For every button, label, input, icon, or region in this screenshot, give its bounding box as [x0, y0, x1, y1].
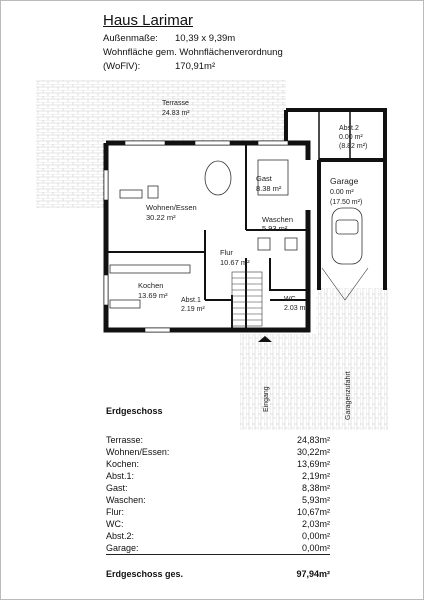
summary-row — [106, 518, 330, 530]
row-label: Gast: — [106, 483, 128, 493]
row-value: 30,22m² — [296, 447, 330, 457]
row-label: Abst.2: — [106, 531, 135, 541]
row-value: 2,03m² — [301, 519, 330, 529]
page-title: Haus Larimar — [103, 12, 194, 29]
row-value: 5,93m² — [301, 495, 330, 505]
wc-name: WC — [284, 296, 296, 303]
abst2-area: 0.00 m² — [339, 134, 363, 141]
kochen-name: Kochen — [138, 281, 164, 290]
summary-row — [106, 506, 330, 518]
row-label: Waschen: — [106, 495, 146, 505]
flur-name: Flur — [220, 248, 233, 257]
car-outline — [322, 208, 368, 300]
garage-area: 0.00 m² — [330, 189, 354, 196]
row-value: 0,00m² — [301, 531, 330, 541]
row-label: Flur: — [106, 507, 124, 517]
wc-area: 2.03 m² — [284, 305, 308, 312]
gast-name: Gast — [256, 174, 272, 183]
dimensions-label: Außenmaße: — [103, 33, 158, 44]
gast-area: 8.38 m² — [256, 184, 282, 193]
row-label: WC: — [106, 519, 124, 529]
row-value: 8,38m² — [301, 483, 330, 493]
summary-row — [106, 482, 330, 494]
waschen-area: 5.93 m² — [262, 224, 288, 233]
eingang-label: Eingang — [263, 386, 270, 412]
row-label: Kochen: — [106, 459, 140, 469]
dimensions-value: 10,39 x 9,39m — [175, 33, 236, 44]
area-summary — [106, 406, 330, 581]
row-value: 2,19m² — [301, 471, 330, 481]
row-label: Terrasse: — [106, 435, 144, 445]
row-value: 0,00m² — [301, 543, 330, 553]
living-area-label: Wohnfläche gem. Wohnflächenverordnung — [103, 47, 283, 58]
row-label: Garage: — [106, 543, 139, 553]
row-label: Wohnen/Essen: — [106, 447, 170, 457]
abst2-name: Abst.2 — [339, 125, 359, 132]
abst1-area: 2.19 m² — [181, 306, 205, 313]
summary-row — [106, 542, 330, 555]
garage-area-alt: (17.50 m²) — [330, 199, 363, 206]
wohnen-area: 30.22 m² — [146, 213, 176, 222]
row-value: 24,83m² — [296, 435, 330, 445]
garagenzufahrt-label: Garagenzufahrt — [345, 371, 352, 420]
total-value: 97,94m² — [296, 569, 330, 579]
wohnen-name: Wohnen/Essen — [146, 203, 197, 212]
row-label: Abst.1: — [106, 471, 135, 481]
abst2-area-alt: (8.82 m²) — [339, 143, 368, 150]
summary-row — [106, 530, 330, 542]
summary-row — [106, 458, 330, 470]
summary-row — [106, 434, 330, 446]
summary-total — [106, 569, 330, 581]
summary-heading: Erdgeschoss — [106, 406, 163, 416]
row-value: 13,69m² — [296, 459, 330, 469]
flur-area: 10.67 m² — [220, 258, 250, 267]
kochen-area: 13.69 m² — [138, 291, 168, 300]
garage-name: Garage — [330, 176, 359, 186]
terrace-area: 24.83 m² — [162, 110, 190, 117]
waschen-name: Waschen — [262, 215, 293, 224]
summary-row — [106, 494, 330, 506]
summary-row — [106, 470, 330, 482]
woflv-label: (WoFlV): — [103, 61, 141, 72]
total-label: Erdgeschoss ges. — [106, 569, 184, 579]
woflv-value: 170,91m² — [175, 61, 216, 72]
row-value: 10,67m² — [296, 507, 330, 517]
summary-row — [106, 446, 330, 458]
abst1-name: Abst.1 — [181, 297, 201, 304]
terrace-name: Terrasse — [162, 100, 189, 107]
